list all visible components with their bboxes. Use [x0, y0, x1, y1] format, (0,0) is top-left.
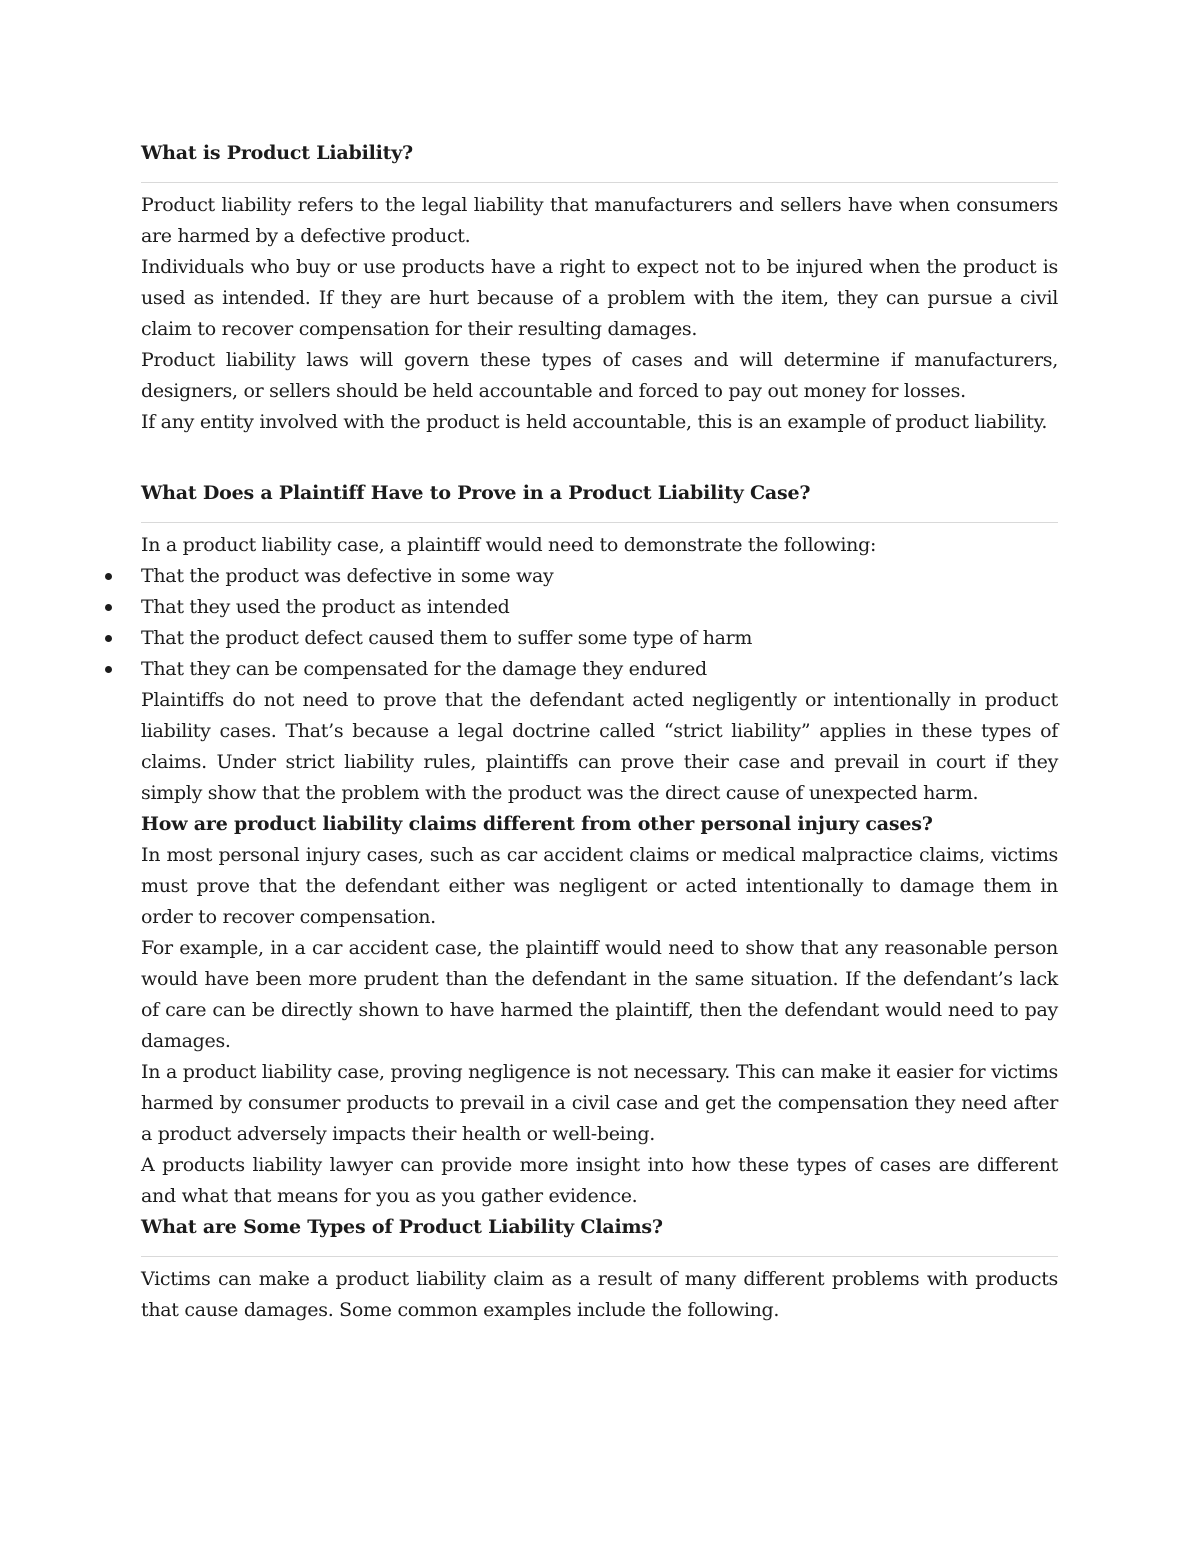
- heading-divider: [141, 1256, 1058, 1257]
- paragraph: Plaintiffs do not need to prove that the defendant acted negligently or intentionally in product liability cases. That’s because a legal doctrine called “strict liability” applies in these types of claims. Under strict liability rules, plaintiffs can prove their case and prevail in court if they simply show that the problem with the product was the direct cause of unexpected harm.: [141, 689, 1058, 804]
- paragraph: In a product liability case, proving negligence is not necessary. This can make it easier for victims harmed by consumer products to prevail in a civil case and get the compensation they need after a product adversely impacts their health or well-being.: [141, 1061, 1058, 1145]
- heading-what-is-product-liability: What is Product Liability?: [141, 142, 413, 164]
- list-item: [141, 623, 1058, 654]
- section-spacer: [141, 438, 1058, 478]
- list-item-text: That the product was defective in some way: [141, 565, 554, 587]
- heading-divider: [141, 522, 1058, 523]
- paragraph: If any entity involved with the product is held accountable, this is an example of product liability.: [141, 411, 1048, 433]
- list-item-text: That they used the product as intended: [141, 596, 510, 618]
- heading-divider: [141, 182, 1058, 183]
- paragraph: In a product liability case, a plaintiff would need to demonstrate the following:: [141, 534, 877, 556]
- document-body: [141, 138, 1058, 1326]
- requirements-list: [141, 561, 1058, 685]
- paragraph: For example, in a car accident case, the plaintiff would need to show that any reasonable person would have been more prudent than the defendant in the same situation. If the defendant’s lack of care can be directly shown to have harmed the plaintiff, then the defendant would need to pay damages.: [141, 937, 1058, 1052]
- heading-types-of-claims: What are Some Types of Product Liability Claims?: [141, 1216, 663, 1238]
- list-item-text: That the product defect caused them to suffer some type of harm: [141, 627, 753, 649]
- paragraph: Product liability refers to the legal liability that manufacturers and sellers have when consumers are harmed by a defective product.: [141, 194, 1058, 247]
- heading-what-plaintiff-must-prove: What Does a Plaintiff Have to Prove in a Product Liability Case?: [141, 482, 811, 504]
- bullet-icon: [105, 573, 112, 580]
- list-item: [141, 561, 1058, 592]
- paragraph: Individuals who buy or use products have a right to expect not to be injured when the product is used as intended. If they are hurt because of a problem with the item, they can pursue a civil claim to recover compensation for their resulting damages.: [141, 256, 1058, 340]
- bullet-icon: [105, 666, 112, 673]
- paragraph: Victims can make a product liability claim as a result of many different problems with products that cause damages. Some common examples include the following.: [141, 1268, 1058, 1321]
- heading-how-claims-differ: How are product liability claims different from other personal injury cases?: [141, 813, 933, 835]
- bullet-icon: [105, 635, 112, 642]
- paragraph: Product liability laws will govern these types of cases and will determine if manufacturers, designers, or sellers should be held accountable and forced to pay out money for losses.: [141, 349, 1058, 402]
- list-item: [141, 592, 1058, 623]
- paragraph: In most personal injury cases, such as car accident claims or medical malpractice claims, victims must prove that the defendant either was negligent or acted intentionally to damage them in order to recover compensation.: [141, 844, 1058, 928]
- paragraph: A products liability lawyer can provide more insight into how these types of cases are different and what that means for you as you gather evidence.: [141, 1154, 1058, 1207]
- list-item-text: That they can be compensated for the damage they endured: [141, 658, 707, 680]
- list-item: [141, 654, 1058, 685]
- bullet-icon: [105, 604, 112, 611]
